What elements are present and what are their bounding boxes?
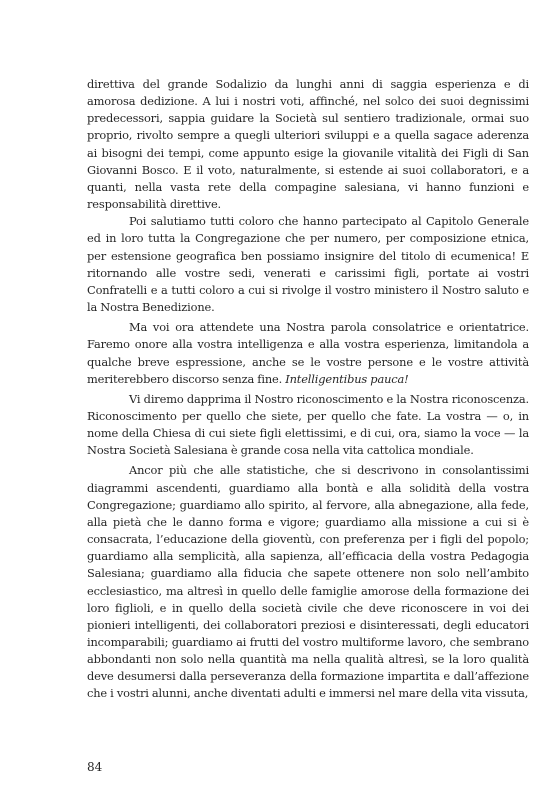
latin-phrase: Intelligentibus pauca! — [285, 371, 409, 386]
paragraph-1: direttiva del grande Sodalizio da lunghi anni di saggia esperienza e di amorosa dedizione. A lui i nostri voti, affinché, nel solco dei suoi degnissimi predecessori, sappia guidare la Società sul sentiero tradizionale, ormai suo proprio, rivolto sempre a quegli ulteriori sviluppi e a quella sagace aderenza ai bisogni dei tempi, come appunto esige la giovanile vitalità dei Figli di San Giovanni Bosco. E il voto, naturalmente, si estende ai suoi collaboratori, e a quanti, nella vasta rete della compagine salesiana, vi hanno funzioni e responsabilità direttive. — [87, 77, 529, 212]
paragraph-2: Poi salutiamo tutti coloro che hanno partecipato al Capitolo Generale ed in loro tutta la Congregazione che per numero, per composizione etnica, per estensione geografica ben possiamo insignire del titolo di ecumenica! E ritornando alle vostre sedi, venerati e carissimi figli, portate ai vostri Confratelli e a tutti coloro a cui si rivolge il vostro ministero il Nostro saluto e la Nostra Benedizione. — [87, 214, 529, 315]
paragraph-3: Ma voi ora attendete una Nostra parola consolatrice e orientatrice. Faremo onore alla vostra intelligenza e alla vostra esperienza, limitandola a qualche breve espressione, anche se le vostre persone e le vostre attività meriterebbero discorso senza fine. Intelligentibus pauca! — [87, 320, 529, 386]
page-number: 84 — [87, 760, 103, 774]
paragraph-5: Ancor più che alle statistiche, che si descrivono in consolantissimi diagrammi ascendenti, guardiamo alla bontà e alla solidità della vostra Congregazione; guardiamo allo spirito, al fervore, alla abnegazione, alla fede, alla pietà che le danno forma e vigore; guardiamo alla missione a cui si è consacrata, l’educazione della gioventù, con preferenza per i figli del popolo; guardiamo alla semplicità, alla sapienza, all’efficacia della vostra Pedagogia Salesiana; guardiamo alla fiducia che sapete ottenere non solo nell’ambito ecclesiastico, ma altresì in quello delle famiglie amorose della formazione dei loro figlioli, e in quello della società civile che deve riconoscere in voi dei pionieri intelligenti, dei collaboratori preziosi e disinteressati, degli educatori incomparabili; guardiamo ai frutti del vostro multiforme lavoro, che sembrano abbondanti non solo nella quantità ma nella qualità altresì, se la loro qualità deve desumersi dalla perseveranza della formazione impartita e dall’affezione che i vostri alunni, anche diventati adulti e immersi nel mare della vita vissuta, — [87, 463, 529, 701]
body-text — [87, 76, 529, 703]
paragraph-4: Vi diremo dapprima il Nostro riconoscimento e la Nostra riconoscenza. Riconoscimento per quello che siete, per quello che fate. La vostra — o, in nome della Chiesa di cui siete figli elettissimi, e di cui, ora, siamo la voce — la Nostra Società Salesiana è grande cosa nella vita cattolica mondiale. — [87, 391, 529, 458]
